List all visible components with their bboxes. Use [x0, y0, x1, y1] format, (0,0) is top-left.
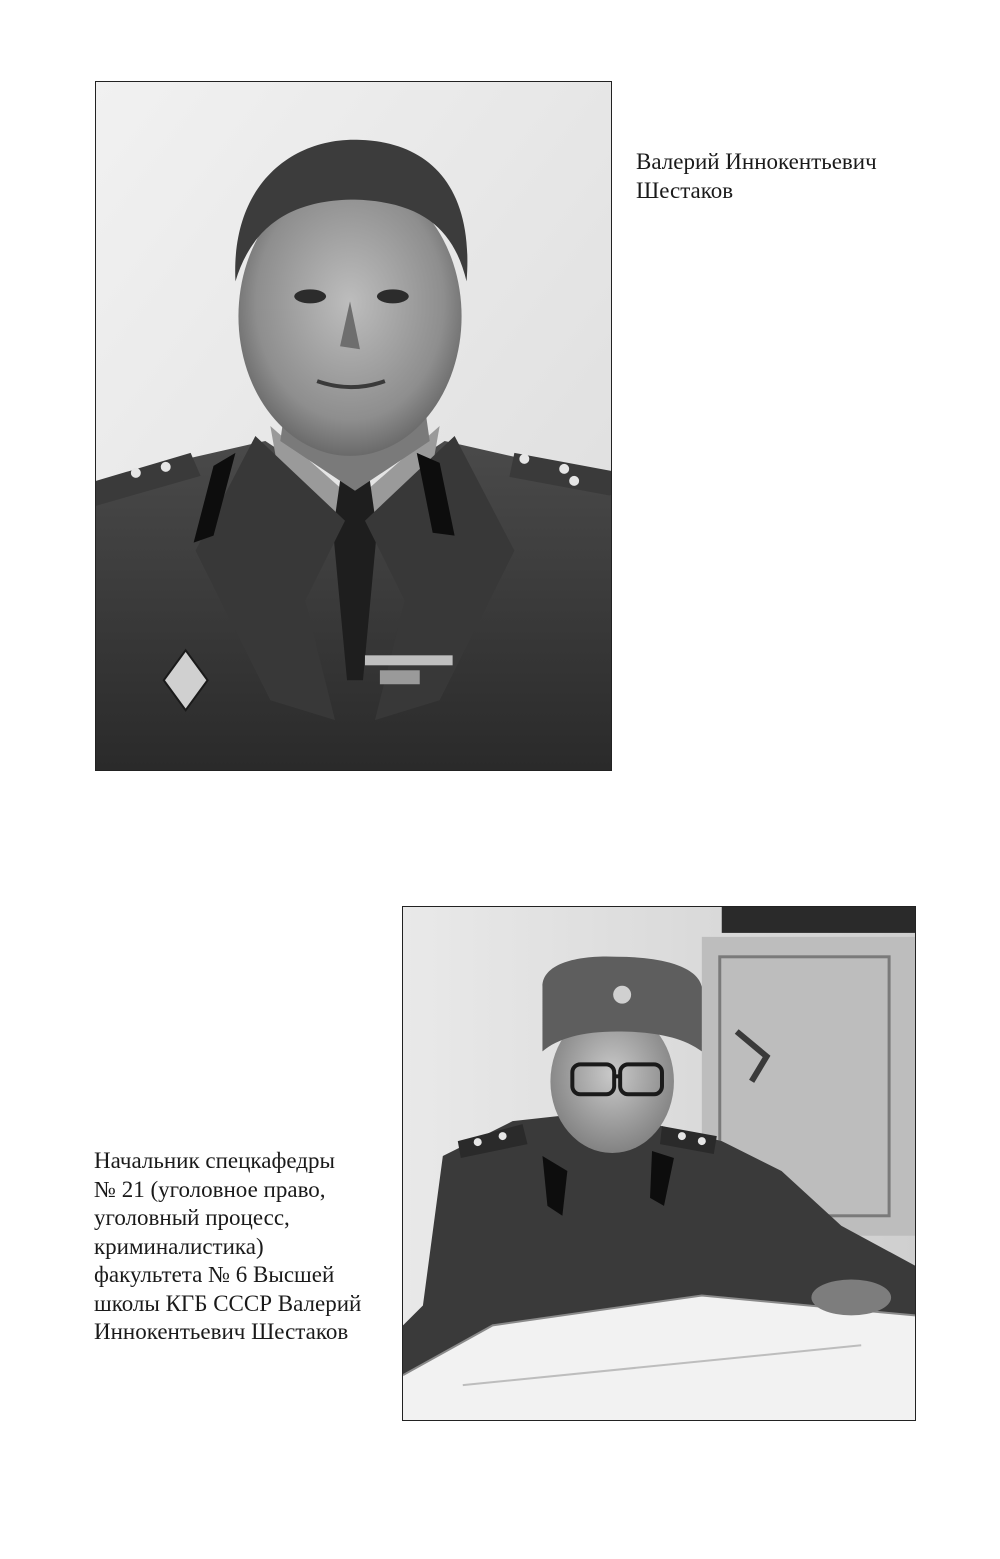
- officer-portrait-photo-icon: [96, 82, 611, 770]
- portrait-caption: Валерий Иннокентьевич Шестаков: [636, 149, 877, 203]
- officer-at-desk-photo-icon: [403, 907, 915, 1420]
- desk-caption: Начальник спецкафедры № 21 (уголовное право, уголовный процесс, криминалистика) факультета № 6 Высшей школы КГБ СССР Валерий Иннокентьевич Шестаков: [94, 1148, 362, 1344]
- portrait-photo: [95, 81, 612, 771]
- desk-photo: [402, 906, 916, 1421]
